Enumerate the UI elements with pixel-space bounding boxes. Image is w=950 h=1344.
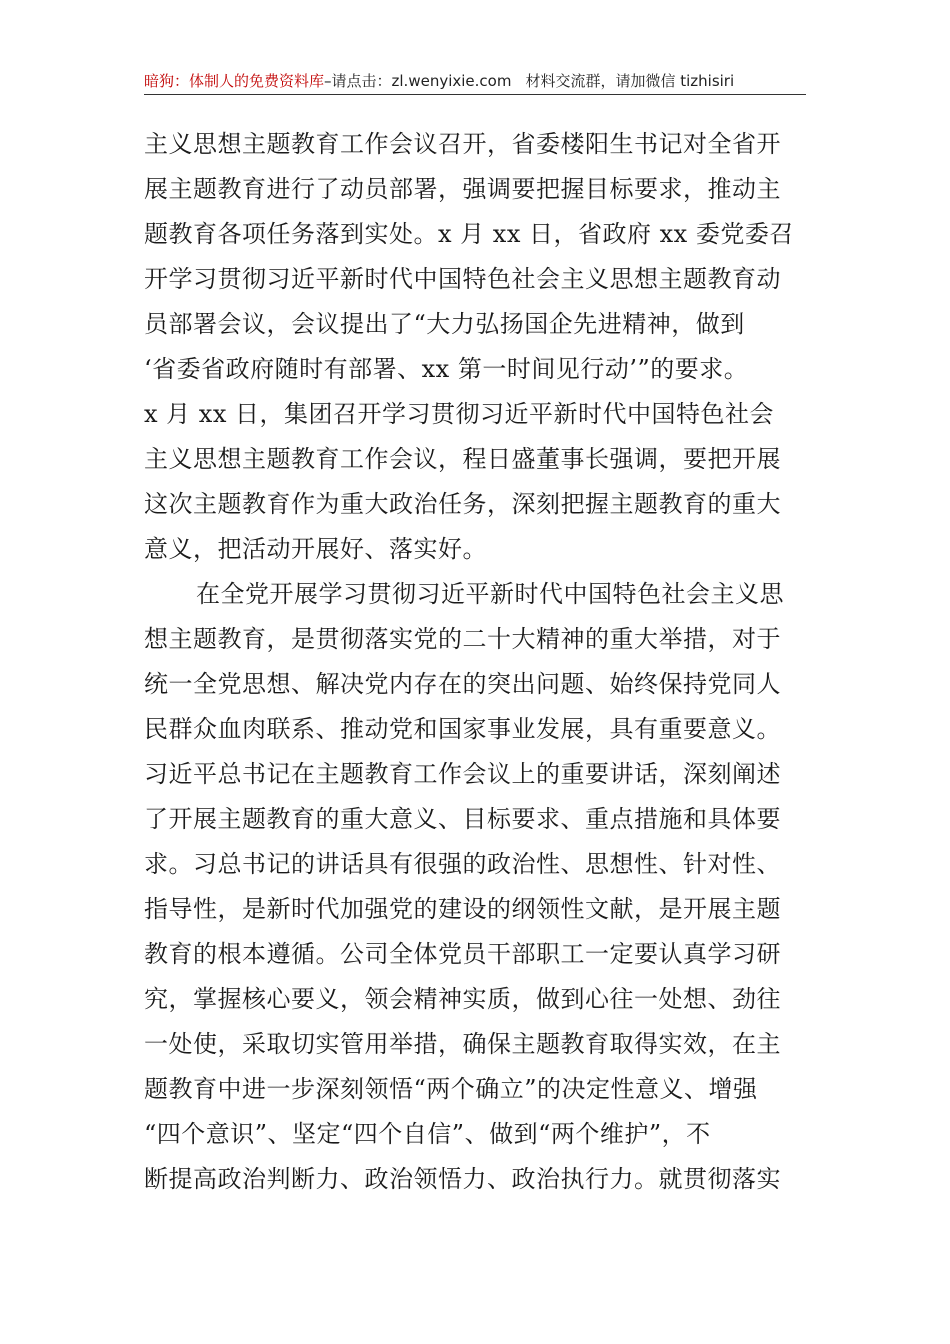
text-line: 指导性，是新时代加强党的建设的纲领性文献，是开展主题 [144,895,781,923]
page-header [144,68,806,95]
text-line: 主义思想主题教育工作会议，程日盛董事长强调，要把开展 [144,445,781,473]
text-line: 题教育中进一步深刻领悟“两个确立”的决定性意义、增强 [144,1075,758,1103]
text-line: 民群众血肉联系、推动党和国家事业发展，具有重要意义。 [144,715,781,743]
text-line: 展主题教育进行了动员部署，强调要把握目标要求，推动主 [144,175,781,203]
header-link-prompt[interactable]: 请点击：zl.wenyixie.com [331,72,512,90]
text-line: 意义，把活动开展好、落实好。 [144,535,487,563]
text-line: 教育的根本遵循。公司全体党员干部职工一定要认真学习研 [144,940,781,968]
document-body [144,122,808,1202]
text-line: 统一全党思想、解决党内存在的突出问题、始终保持党同人 [144,670,781,698]
text-line: 一处使，采取切实管用举措，确保主题教育取得实效，在主 [144,1030,781,1058]
header-contact: 材料交流群，请加微信 tizhisiri [525,72,735,90]
text-line: ‘省委省政府随时有部署、xx 第一时间见行动’”的要求。 [144,355,749,383]
text-line: 了开展主题教育的重大意义、目标要求、重点措施和具体要 [144,805,781,833]
text-line: 题教育各项任务落到实处。x 月 xx 日，省政府 xx 委党委召 [144,220,794,248]
text-line: 员部署会议，会议提出了“大力弘扬国企先进精神，做到 [144,310,745,338]
text-line: x 月 xx 日，集团召开学习贯彻习近平新时代中国特色社会 [144,400,774,428]
text-line: 开学习贯彻习近平新时代中国特色社会主义思想主题教育动 [144,265,781,293]
header-separator: – [324,72,332,90]
text-line: 主义思想主题教育工作会议召开，省委楼阳生书记对全省开 [144,130,781,158]
paragraph-first-line: 在全党开展学习贯彻习近平新时代中国特色社会主义思 [196,580,784,608]
text-line: 这次主题教育作为重大政治任务，深刻把握主题教育的重大 [144,490,781,518]
text-line: 断提高政治判断力、政治领悟力、政治执行力。就贯彻落实 [144,1165,781,1193]
header-brand: 暗狗：体制人的免费资料库 [144,72,325,90]
text-line: 习近平总书记在主题教育工作会议上的重要讲话，深刻阐述 [144,760,781,788]
text-line: 究，掌握核心要义，领会精神实质，做到心往一处想、劲往 [144,985,781,1013]
text-line: 想主题教育，是贯彻落实党的二十大精神的重大举措，对于 [144,625,781,653]
text-line: “四个意识”、坚定“四个自信”、做到“两个维护”，不 [144,1120,711,1148]
text-line: 求。习总书记的讲话具有很强的政治性、思想性、针对性、 [144,850,781,878]
